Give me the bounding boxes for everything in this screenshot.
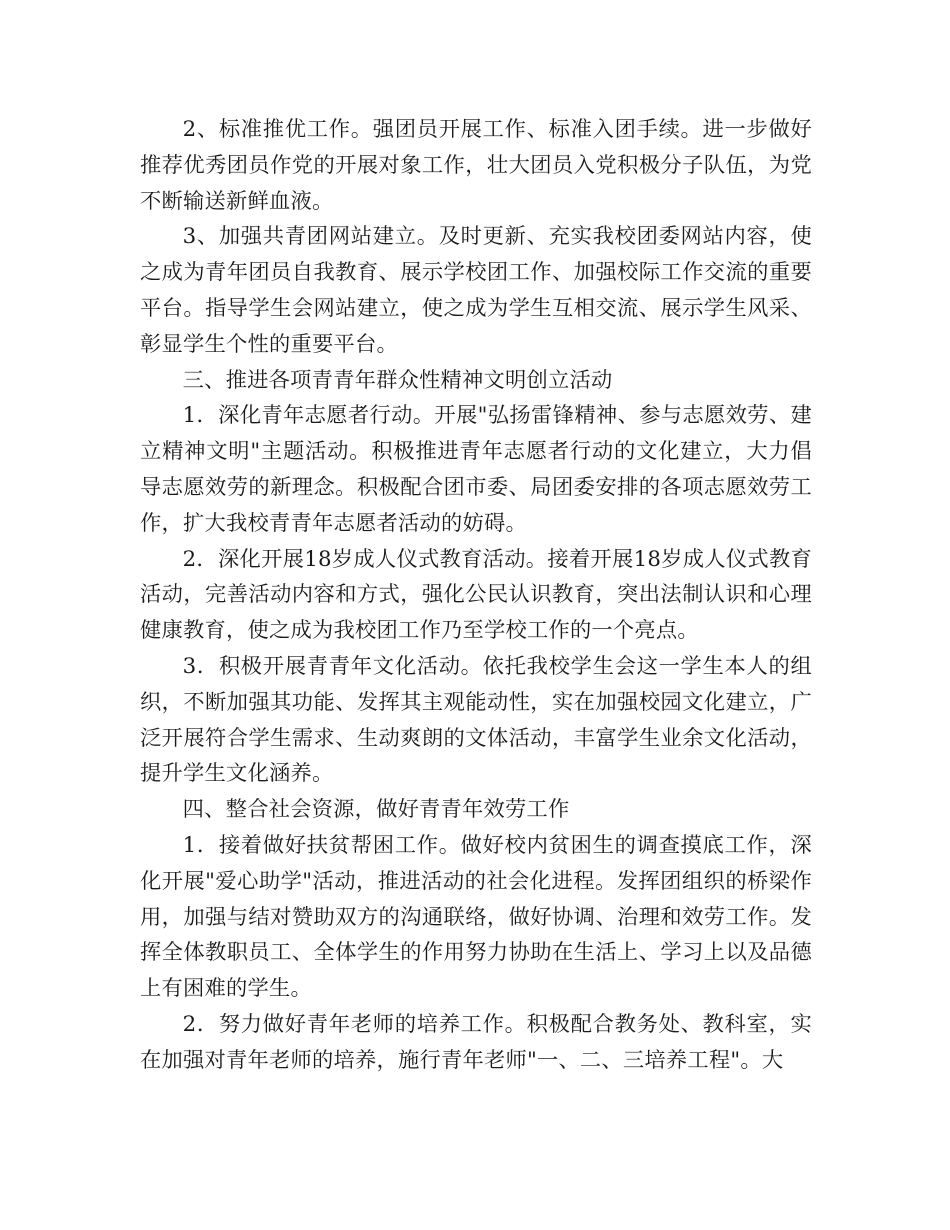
paragraph-culture-activities: 3．积极开展青青年文化活动。依托我校学生会这一学生本人的组织，不断加强其功能、发挥其主观能动性，实在加强校园文化建立，广泛开展符合学生需求、生动爽朗的文体活动，丰富学生业余文化活动，提升学生文化涵养。 [140, 653, 812, 787]
document-body [140, 112, 812, 1079]
paragraph-young-teachers: 2．努力做好青年老师的培养工作。积极配合教务处、教科室，实在加强对青年老师的培养，施行青年老师"一、二、三培养工程"。大 [140, 1011, 812, 1073]
paragraph-coming-of-age: 2．深化开展18岁成人仪式教育活动。接着开展18岁成人仪式教育活动，完善活动内容和方式，强化公民认识教育，突出法制认识和心理健康教育，使之成为我校团工作乃至学校工作的一个亮点。 [140, 546, 812, 644]
paragraph-recommend-excellent: 2、标准推优工作。强团员开展工作、标准入团手续。进一步做好推荐优秀团员作党的开展对象工作，壮大团员入党积极分子队伍，为党不断输送新鲜血液。 [140, 117, 812, 214]
paragraph-poverty-aid: 1．接着做好扶贫帮困工作。做好校内贫困生的调查摸底工作，深化开展"爱心助学"活动，推进活动的社会化进程。发挥团组织的桥梁作用，加强与结对赞助双方的沟通联络，做好协调、治理和效劳工作。发挥全体教职员工、全体学生的作用努力协助在生活上、学习上以及品德上有困难的学生。 [140, 832, 812, 1002]
section-heading-civilization: 三、推进各项青青年群众性精神文明创立活动 [182, 367, 613, 393]
paragraph-volunteer: 1．深化青年志愿者行动。开展"弘扬雷锋精神、参与志愿效劳、建立精神文明"主题活动。积极推进青年志愿者行动的文化建立，大力倡导志愿效劳的新理念。积极配合团市委、局团委安排的各项志愿效劳工作，扩大我校青青年志愿者活动的妨碍。 [140, 403, 812, 536]
paragraph-website-building: 3、加强共青团网站建立。及时更新、充实我校团委网站内容，使之成为青年团员自我教育、展示学校团工作、加强校际工作交流的重要平台。指导学生会网站建立，使之成为学生互相交流、展示学生风采、彰显学生个性的重要平台。 [140, 224, 812, 357]
section-heading-social-resources: 四、整合社会资源，做好青青年效劳工作 [182, 797, 570, 823]
